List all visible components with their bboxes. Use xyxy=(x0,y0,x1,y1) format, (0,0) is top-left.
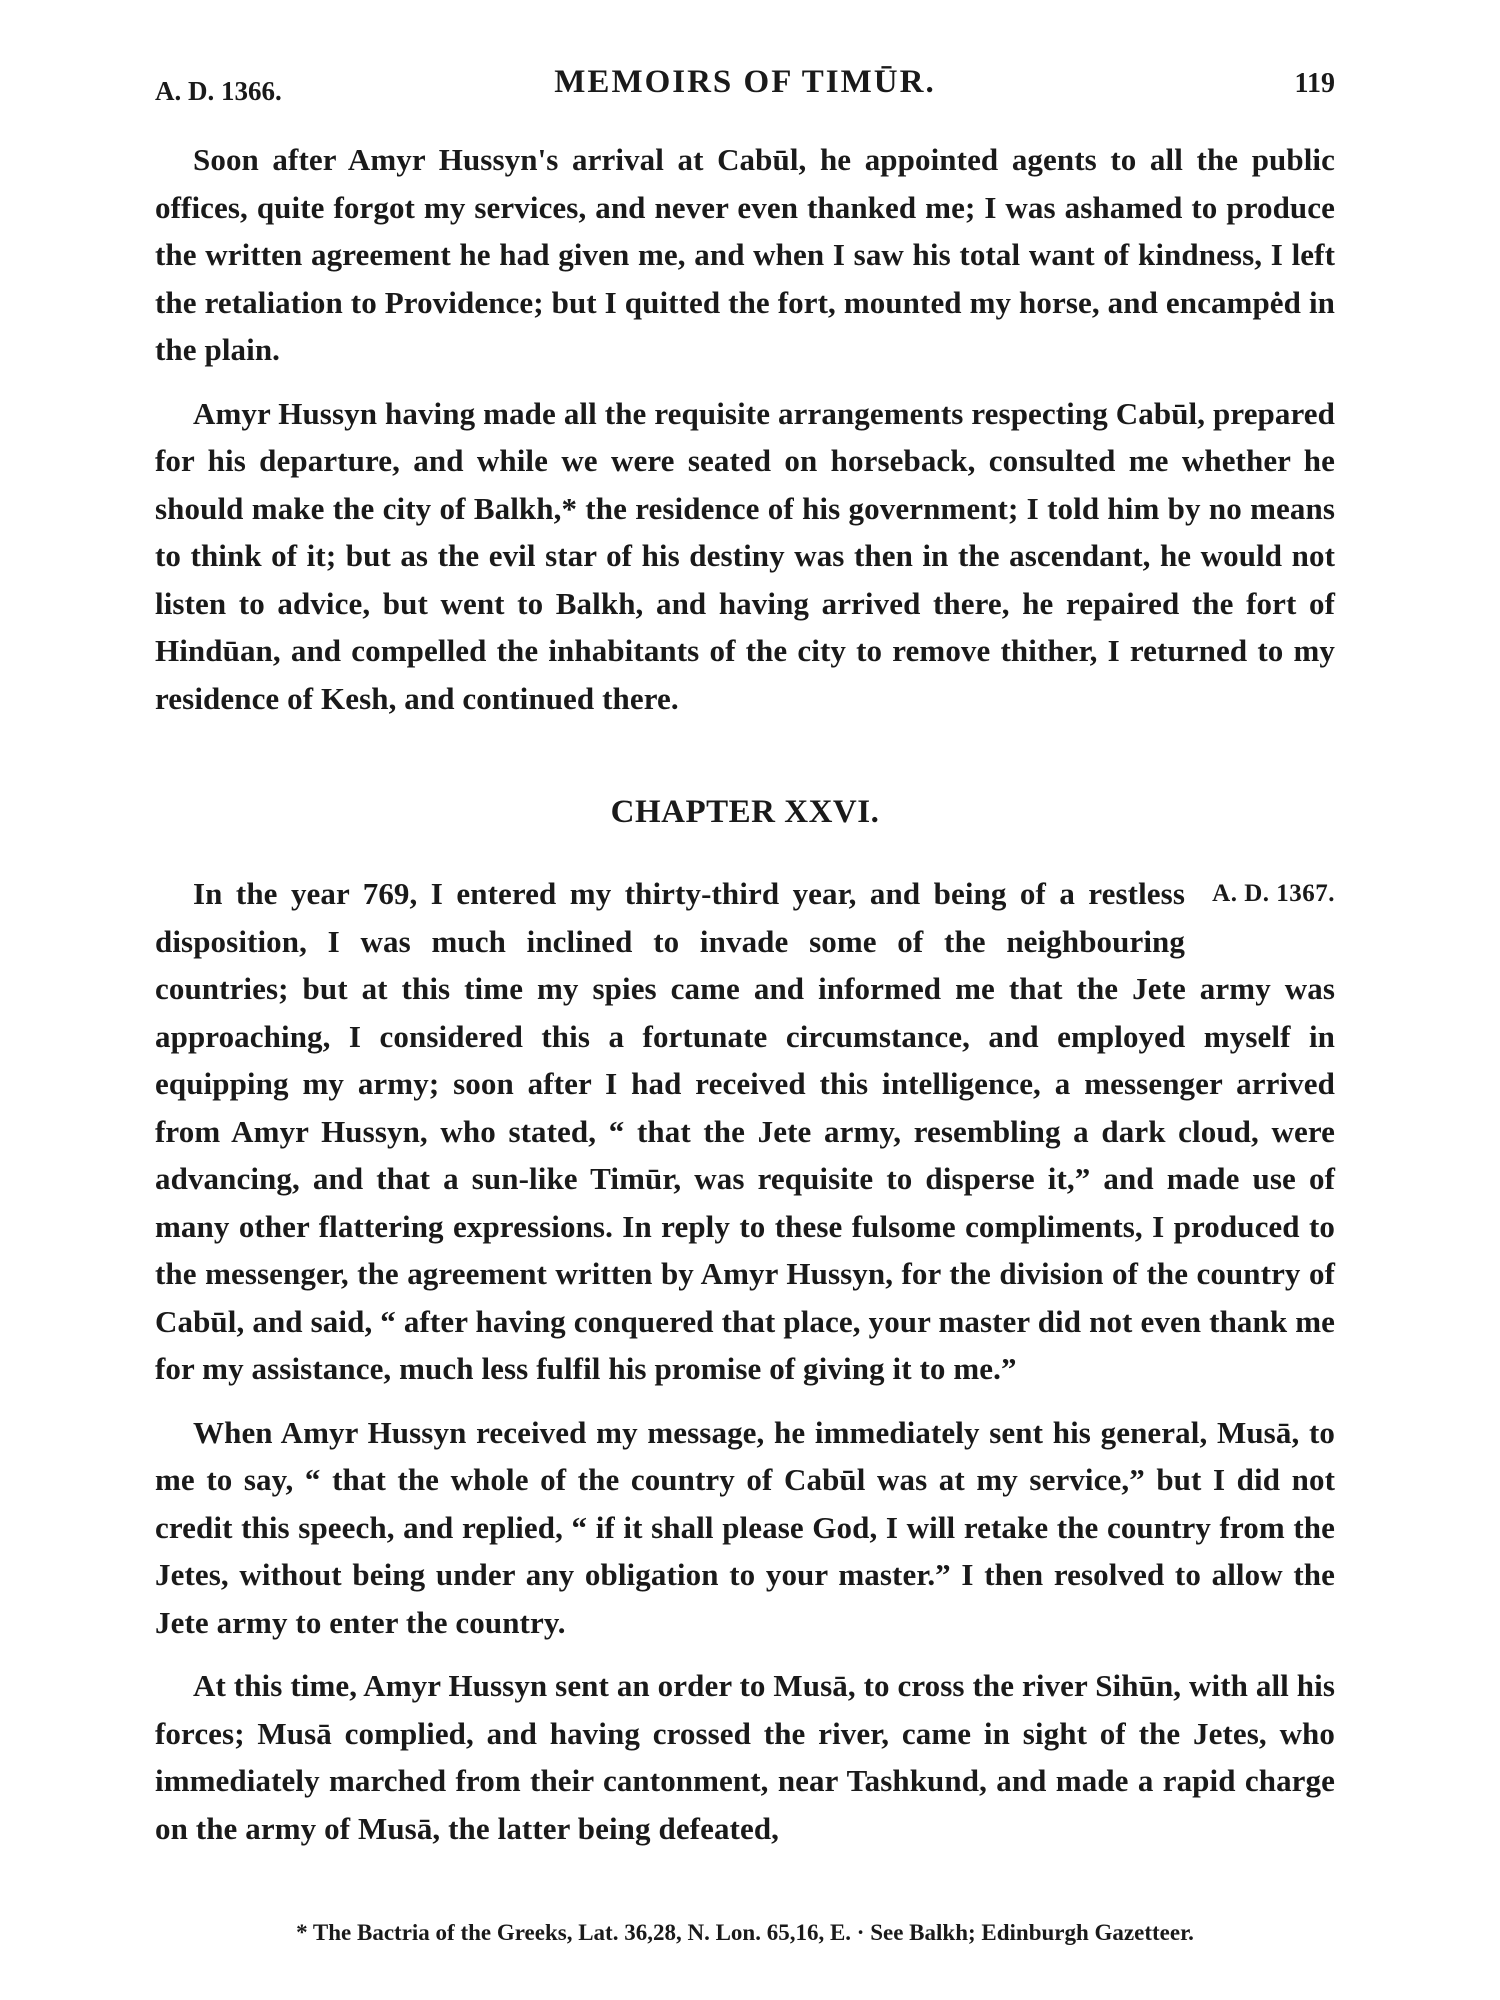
chapter-heading: CHAPTER XXVI. xyxy=(610,794,880,830)
chapter-body xyxy=(155,870,1335,1852)
paragraph-river-sihun: At this time, Amyr Hussyn sent an order to Musā, to cross the river Sihūn, with all his forces; Musā complied, and having crossed the river, came in sight of the Jetes, who immediately marched from their cantonment, near Tashkund, and made a rapid charge on the army of Musā, the latter being defeated, xyxy=(155,1668,1335,1846)
body-text xyxy=(155,136,1335,1868)
paragraph-musa-message: When Amyr Hussyn received my message, he immediately sent his general, Musā, to me to say, “ that the whole of the country of Cabūl was at my service,” but I did not credit this speech, and replied, “ if it shall please God, I will retake the country from the Jetes, without being under any obligation to your master.” I then resolved to allow the Jete army to enter the country. xyxy=(155,1414,1335,1640)
paragraph-balkh-residence: Amyr Hussyn having made all the requisite arrangements respecting Cabūl, prepared for his departure, and while we were seated on horseback, consulted me whether he should make the city of Balkh,* the residence of his government; I told him by no means to think of it; but as the evil star of his destiny was then in the ascendant, he would not listen to advice, but went to Balkh, and having arrived there, he repaired the fort of Hindūan, and compelled the inhabitants of the city to remove thither, I returned to my residence of Kesh, and continued there. xyxy=(155,395,1335,716)
header-date: A. D. 1366. xyxy=(155,76,282,106)
page-number: 119 xyxy=(1294,68,1335,99)
margin-note-date: A. D. 1367. xyxy=(1212,880,1335,907)
paragraph-cabul-agents: Soon after Amyr Hussyn's arrival at Cabūl, he appointed agents to all the public offices, quite forgot my services, and never even thanked me; I was ashamed to produce the written agreement he had given me, and when I saw his total want of kindness, I left the retaliation to Providence; but I quitted the fort, mounted my horse, and encampėd in the plain. xyxy=(155,142,1335,367)
footnote: * The Bactria of the Greeks, Lat. 36,28, N. Lon. 65,16, E. · See Balkh; Edinburgh Gazetteer. xyxy=(296,1920,1194,1945)
paragraph-year-769: In the year 769, I entered my thirty-third year, and being of a restless disposition, I was much inclined to invade some of the neighbouring countries; but at this time my spies came and informed me that the Jete army was approaching, I considered this a fortunate circumstance, and employed myself in equipping my army; soon after I had received this intelligence, a messenger arrived from Amyr Hussyn, who stated, “ that the Jete army, resembling a dark cloud, were advancing, and that a sun-like Timūr, was requisite to disperse it,” and made use of many other flattering expressions. In reply to these fulsome compliments, I produced to the messenger, the agreement written by Amyr Hussyn, for the division of the country of Cabūl, and said, “ after having conquered that place, your master did not even thank me for my assistance, much less fulfil his promise of giving it to me.” xyxy=(155,870,1335,1393)
running-head xyxy=(155,62,1335,112)
page-title: MEMOIRS OF TIMŪR. xyxy=(554,64,936,100)
